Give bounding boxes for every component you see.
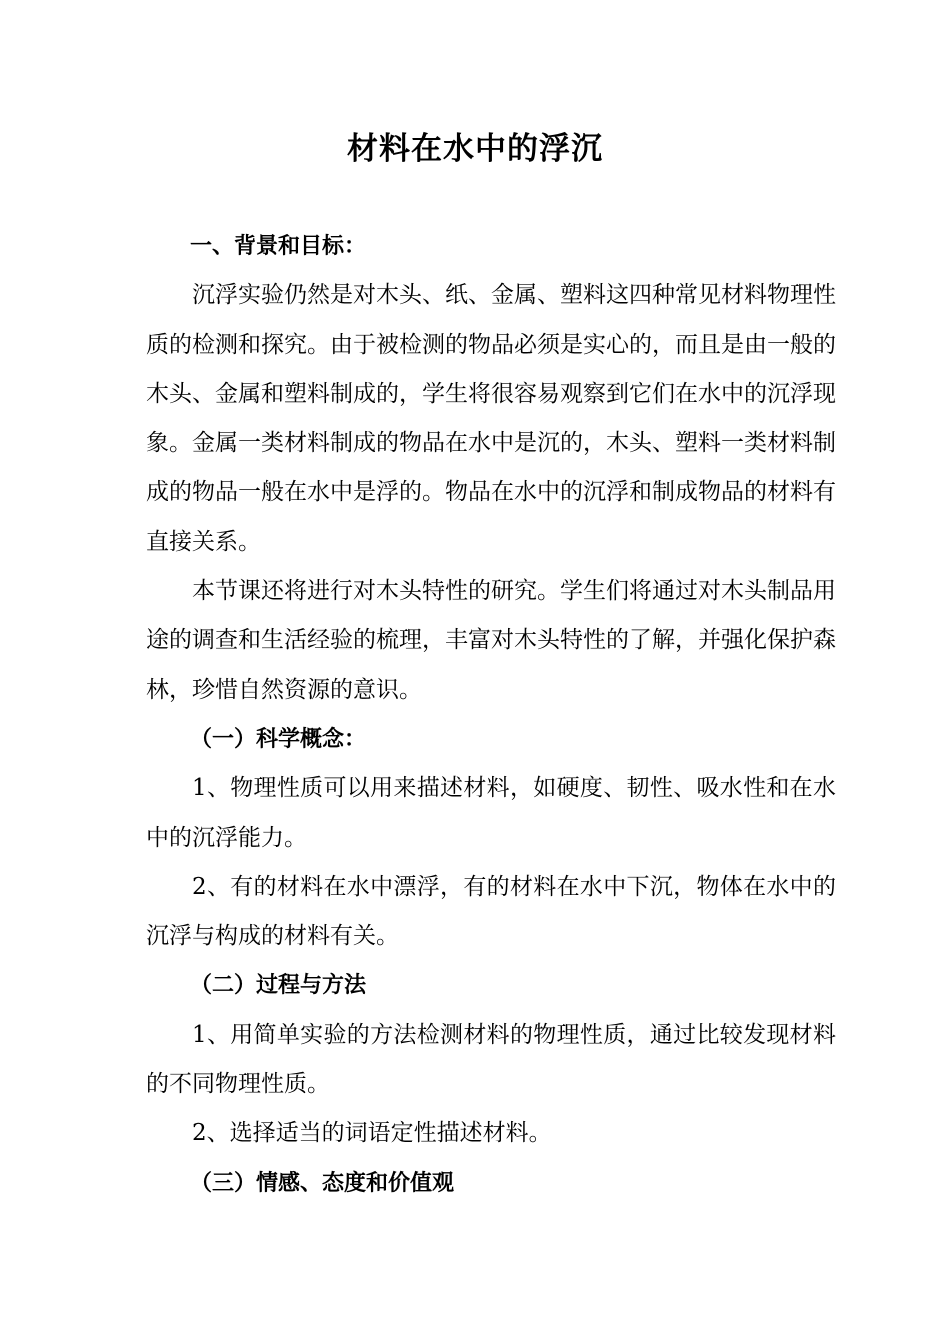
paragraph-method-1: 1、用简单实验的方法检测材料的物理性质，通过比较发现材料的不同物理性质。 bbox=[146, 1021, 836, 1098]
document-title: 材料在水中的浮沉 bbox=[347, 131, 603, 167]
paragraph-background-2: 本节课还将进行对木头特性的研究。学生们将通过对木头制品用途的调查和生活经验的梳理，丰富对木头特性的了解，并强化保护森林，珍惜自然资源的意识。 bbox=[146, 578, 836, 703]
section-heading-background: 一、背景和目标： bbox=[190, 234, 367, 259]
paragraph-concept-2: 2、有的材料在水中漂浮，有的材料在水中下沉，物体在水中的沉浮与构成的材料有关。 bbox=[146, 873, 836, 950]
section-heading-attitudes-values: （三）情感、态度和价值观 bbox=[190, 1170, 455, 1196]
section-heading-science-concepts: （一）科学概念： bbox=[190, 726, 367, 752]
paragraph-concept-1: 1、物理性质可以用来描述材料，如硬度、韧性、吸水性和在水中的沉浮能力。 bbox=[146, 775, 836, 851]
paragraph-background-1: 沉浮实验仍然是对木头、纸、金属、塑料这四种常见材料物理性质的检测和探究。由于被检测的物品必须是实心的，而且是由一般的木头、金属和塑料制成的，学生将很容易观察到它们在水中的沉浮现象。金属一类材料制成的物品在水中是沉的，木头、塑料一类材料制成的物品一般在水中是浮的。物品在水中的沉浮和制成物品的材料有直接关系。 bbox=[146, 282, 836, 555]
section-heading-process-methods: （二）过程与方法 bbox=[190, 973, 367, 999]
paragraph-method-2: 2、选择适当的词语定性描述材料。 bbox=[192, 1120, 552, 1147]
document-body bbox=[146, 222, 836, 1208]
